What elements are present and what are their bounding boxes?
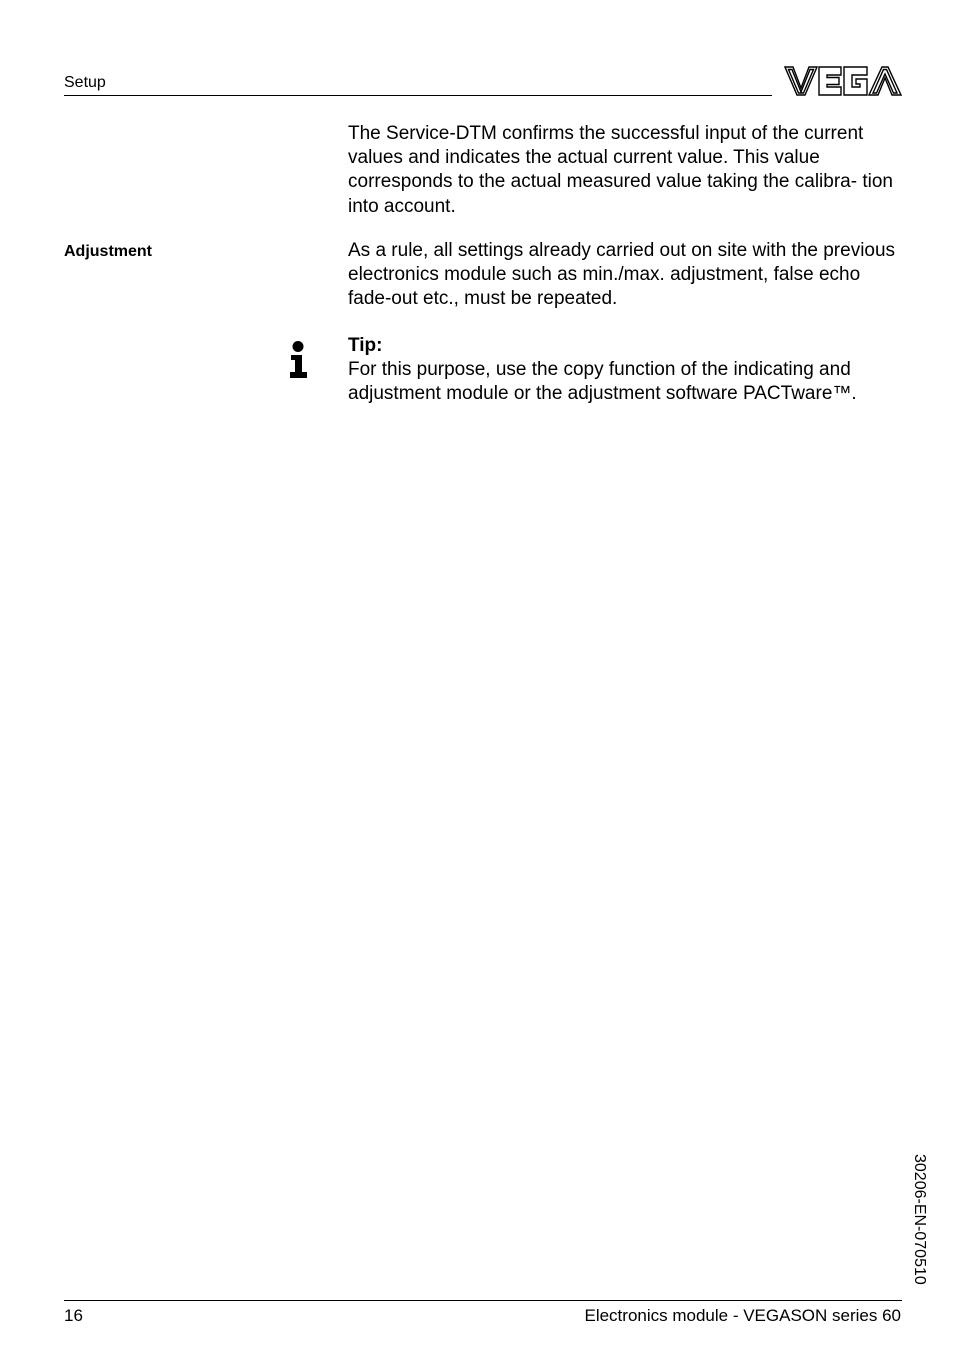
adjustment-heading: Adjustment bbox=[64, 243, 152, 260]
header-divider bbox=[64, 95, 772, 96]
tip-title: Tip: bbox=[348, 335, 383, 356]
document-code: 30206-EN-070510 bbox=[911, 1154, 928, 1285]
tip-block bbox=[348, 334, 918, 407]
tip-text: For this purpose, use the copy function of the indicating and adjustment module or the adjustment software PACTware™. bbox=[348, 359, 857, 405]
footer-divider bbox=[64, 1300, 902, 1301]
footer-document-title: Electronics module - VEGASON series 60 bbox=[584, 1306, 901, 1325]
service-dtm-paragraph: The Service-DTM confirms the successful input of the current values and indicates the actual current value. This value corresponds to the actual measured value taking the calibra- tion into account. bbox=[348, 123, 893, 217]
info-icon bbox=[287, 340, 311, 380]
vega-logo-graphic bbox=[784, 64, 902, 98]
adjustment-paragraph: As a rule, all settings already carried out on site with the previous electronics module such as min./max. adjustment, false echo fade-out etc., must be repeated. bbox=[348, 240, 896, 310]
vega-logo bbox=[784, 64, 902, 98]
page-number: 16 bbox=[64, 1306, 83, 1325]
running-header-section: Setup bbox=[64, 74, 106, 91]
